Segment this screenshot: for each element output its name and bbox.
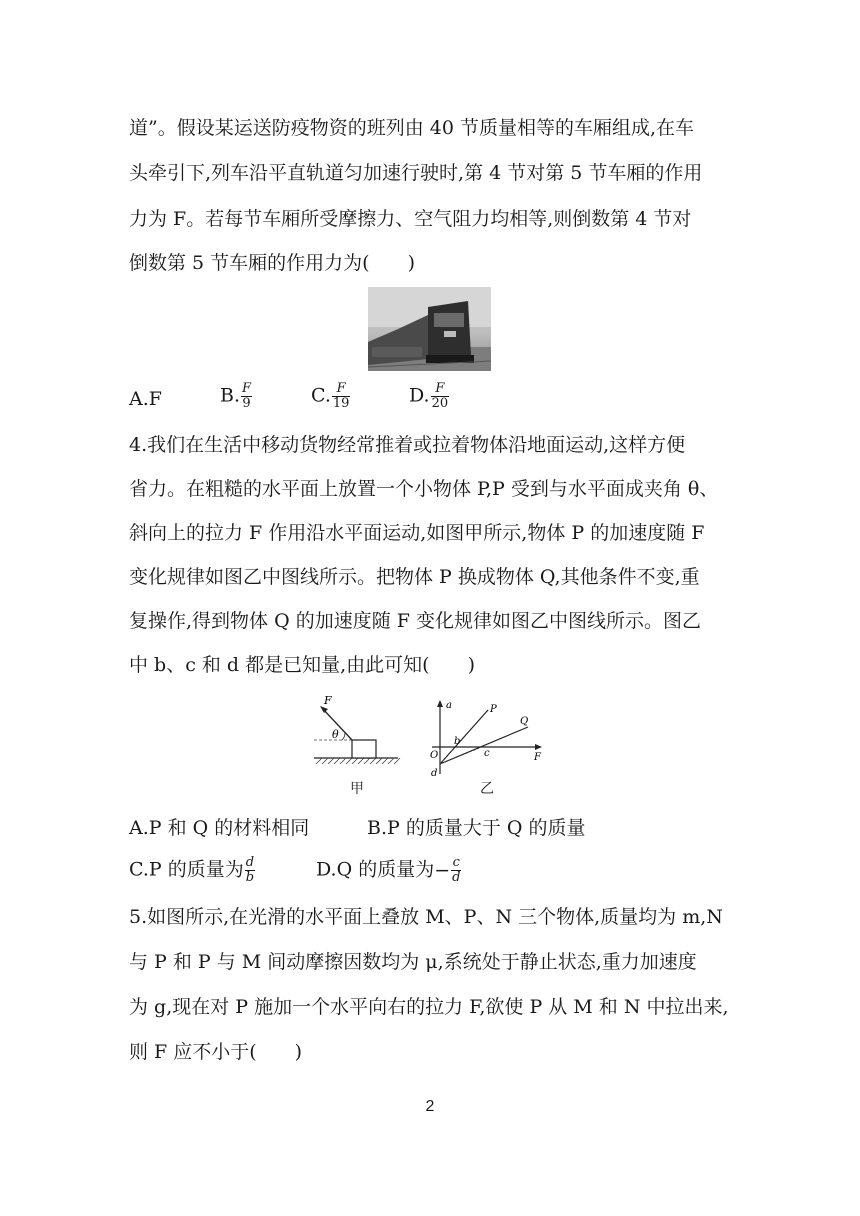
q4-line-1: 4.我们在生活中移动货物经常推着或拉着物体沿地面运动,这样方便 — [129, 434, 686, 456]
fraction-denominator: 20 — [431, 396, 449, 411]
fraction-numerator: F — [332, 382, 351, 397]
line-p-label: P — [490, 704, 497, 715]
q4-line-6: 中 b、c 和 d 都是已知量,由此可知( ) — [129, 654, 475, 676]
fraction-denominator: d — [452, 870, 461, 885]
q4-line-4: 变化规律如图乙中图线所示。把物体 P 换成物体 Q,其他条件不变,重 — [129, 566, 700, 588]
a-axis-arrow — [437, 700, 443, 707]
q4-option-c-label: C.P 的质量为 — [129, 858, 244, 881]
q3-option-d — [409, 382, 449, 411]
angle-label: θ — [332, 728, 339, 741]
origin-label: O — [430, 750, 439, 761]
q5-line-2: 与 P 和 P 与 M 间动摩擦因数均为 μ,系统处于静止状态,重力加速度 — [129, 951, 697, 973]
q4-option-b: B.P 的质量大于 Q 的质量 — [367, 817, 586, 839]
q4-line-3: 斜向上的拉力 F 作用沿水平面运动,如图甲所示,物体 P 的加速度随 F — [129, 522, 705, 544]
q4-option-d-fraction — [451, 856, 461, 885]
force-arrowhead — [320, 706, 328, 713]
figure-jia-caption: 甲 — [350, 781, 364, 797]
line-p — [440, 710, 488, 764]
q3-option-b-label: B. — [220, 384, 241, 407]
force-label: F — [324, 694, 332, 707]
point-c-label: c — [484, 748, 490, 759]
q3-option-b — [220, 382, 252, 411]
q4-option-d-label: D.Q 的质量为 — [316, 858, 435, 881]
page-number: 2 — [425, 1098, 435, 1115]
fraction-numerator: F — [431, 382, 450, 397]
q4-option-d — [316, 856, 461, 885]
q3-option-c-fraction — [332, 382, 351, 411]
q4-line-2: 省力。在粗糙的水平面上放置一个小物体 P,P 受到与水平面成夹角 θ、 — [129, 478, 719, 500]
q3-option-b-fraction — [241, 382, 252, 411]
q3-line-4: 倒数第 5 节车厢的作用力为( ) — [129, 252, 415, 274]
q3-option-c — [311, 382, 350, 411]
fraction-numerator: F — [242, 381, 252, 396]
q3-option-d-label: D. — [409, 384, 430, 407]
q5-line-4: 则 F 应不小于( ) — [129, 1041, 303, 1063]
q3-option-c-label: C. — [311, 384, 331, 407]
axis-f-label: F — [534, 752, 541, 763]
fraction-denominator: b — [245, 870, 255, 885]
angle-arc — [342, 733, 345, 740]
axis-a-label: a — [446, 700, 452, 711]
figure-yi-caption: 乙 — [480, 781, 494, 797]
fraction-numerator: c — [452, 855, 460, 870]
train-illustration — [368, 287, 491, 371]
ground-hatch — [316, 758, 400, 764]
q3-line-3: 力为 F。若每节车厢所受摩擦力、空气阻力均相等,则倒数第 4 节对 — [129, 208, 692, 230]
block-p — [352, 740, 376, 758]
q4-option-c-fraction — [245, 856, 255, 885]
point-b-label: b — [454, 736, 461, 747]
q3-line-2: 头牵引下,列车沿平直轨道匀加速行驶时,第 4 节对第 5 节车厢的作用 — [129, 162, 703, 184]
q4-option-c — [129, 856, 255, 885]
train-photo — [368, 287, 491, 371]
point-d-label: d — [431, 768, 438, 779]
minus-sign: − — [434, 859, 451, 882]
q5-line-3: 为 g,现在对 P 施加一个水平向右的拉力 F,欲使 P 从 M 和 N 中拉出来, — [129, 996, 729, 1018]
line-q-label: Q — [520, 716, 529, 727]
f-axis-arrow — [535, 744, 542, 750]
fraction-denominator: 9 — [242, 396, 251, 411]
q5-line-1: 5.如图所示,在光滑的水平面上叠放 M、P、N 三个物体,质量均为 m,N — [129, 906, 723, 928]
fraction-numerator: d — [245, 855, 255, 870]
q4-line-5: 复操作,得到物体 Q 的加速度随 F 变化规律如图乙中图线所示。图乙 — [129, 610, 701, 632]
q3-option-d-fraction — [431, 382, 450, 411]
figure-yi — [420, 694, 550, 784]
figure-jia — [312, 694, 402, 774]
q3-line-1: 道”。假设某运送防疫物资的班列由 40 节质量相等的车厢组成,在车 — [129, 117, 695, 139]
q3-option-a: A.F — [129, 388, 162, 410]
fraction-denominator: 19 — [332, 396, 350, 411]
q4-option-a: A.P 和 Q 的材料相同 — [129, 817, 310, 839]
